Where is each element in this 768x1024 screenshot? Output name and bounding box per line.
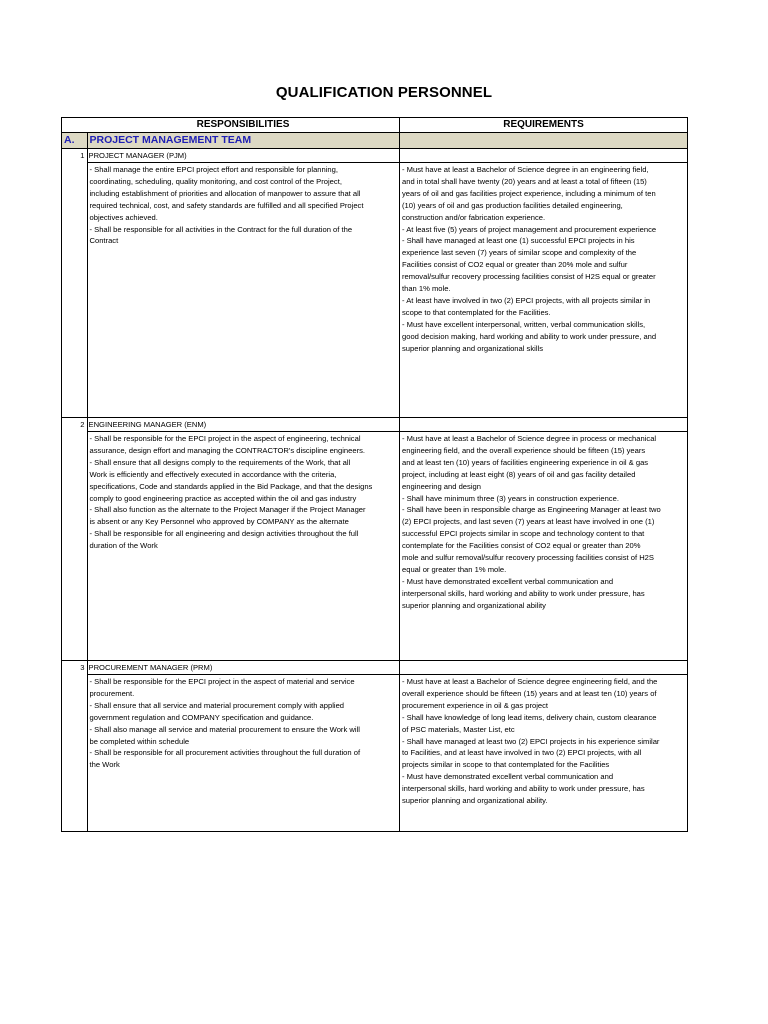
text-line: - Shall have been in responsible charge as Engineering Manager at least two [402, 505, 661, 515]
header-spacer [62, 118, 88, 133]
role-empty-cell [400, 149, 688, 163]
text-line: and in total shall have twenty (20) years and at least a total of fifteen (15) [402, 176, 647, 186]
text-line: including establishment of priorities and allocation of manpower to assure that all [89, 188, 361, 198]
text-line: - Must have demonstrated excellent verbal communication and [402, 772, 614, 782]
responsibilities-text [88, 432, 400, 552]
role-number: 3 [62, 661, 88, 675]
role-detail-row [62, 675, 688, 832]
text-line: - Shall have minimum three (3) years in construction experience. [402, 493, 619, 503]
text-line: successful EPCI projects similar in scope and technology content to that [402, 529, 645, 539]
text-line: scope to that contemplated for the Facilities. [402, 307, 551, 317]
text-line: to Facilities, and at least have involved in two (2) EPCI projects, with all [402, 748, 642, 758]
text-line: engineering and design [402, 481, 481, 491]
text-line: - At least have involved in two (2) EPCI projects, with all projects similar in [402, 295, 651, 305]
text-line: Contract [89, 236, 119, 246]
text-line: engineering field, and the overall experience should be fifteen (15) years [402, 445, 646, 455]
text-line: - Shall be responsible for all engineering and design activities throughout the full [89, 529, 359, 539]
text-line: mole and sulfur removal/sulfur recovery processing facilities consist of H2S [402, 553, 654, 563]
text-line: be completed within schedule [89, 736, 190, 746]
text-line: assurance, design effort and managing the CONTRACTOR's discipline engineers. [89, 445, 366, 455]
section-row [62, 133, 688, 149]
section-empty-cell [400, 133, 688, 149]
text-line: - Shall be responsible for the EPCI project in the aspect of engineering, technical [89, 434, 361, 443]
role-empty-cell [400, 661, 688, 675]
text-line: coordinating, scheduling, quality monitoring, and cost control of the Project, [89, 176, 342, 186]
text-line: than 1% mole. [402, 284, 451, 294]
text-line: - Shall have knowledge of long lead items, delivery chain, custom clearance [402, 712, 657, 722]
text-line: projects similar in scope to that contemplated for the Facilities [402, 760, 610, 770]
text-line: comply to good engineering practice as accepted within the oil and gas industry [89, 493, 357, 503]
text-line: (10) years of oil and gas production facilities detailed engineering, [402, 200, 623, 210]
role-title: PROJECT MANAGER (PJM) [87, 149, 400, 163]
requirements-text [400, 432, 687, 612]
text-line: - Shall manage the entire EPCI project effort and responsible for planning, [89, 165, 338, 174]
text-line: procurement. [89, 688, 135, 698]
text-line: - Shall have managed at least one (1) successful EPCI projects in his [402, 236, 635, 246]
role-row [62, 149, 688, 163]
role-empty-cell [400, 418, 688, 432]
text-line: - Shall also function as the alternate to the Project Manager if the Project Manager [89, 505, 366, 515]
text-line: superior planning and organizational ability [402, 600, 546, 610]
text-line: and at least ten (10) years of facilities engineering experience in oil & gas [402, 457, 649, 467]
text-line: contemplate for the Facilities consist of CO2 equal or greater than 20% [402, 541, 641, 551]
text-line: - Must have at least a Bachelor of Science degree in process or mechanical [402, 434, 657, 443]
text-line: good decision making, hard working and ability to work under pressure, and [402, 331, 657, 341]
text-line: the Work [89, 760, 120, 770]
section-letter: A. [62, 133, 88, 149]
role-row [62, 661, 688, 675]
responsibilities-text [88, 675, 400, 771]
role-number: 1 [62, 149, 88, 163]
text-line: Work is efficiently and effectively executed in accordance with the criteria, [89, 469, 337, 479]
responsibilities-text [88, 163, 400, 247]
text-line: of PSC materials, Master List, etc [402, 724, 515, 734]
header-responsibilities: RESPONSIBILITIES [87, 118, 400, 133]
text-line: government regulation and COMPANY specification and guidance. [89, 712, 314, 722]
text-line: removal/sulfur recovery processing facilities consist of H2S equal or greater [402, 272, 656, 282]
text-line: duration of the Work [89, 541, 158, 551]
text-line: is absent or any Key Personnel who approved by COMPANY as the alternate [89, 517, 349, 527]
text-line: - Shall be responsible for the EPCI project in the aspect of material and service [89, 677, 355, 686]
header-requirements: REQUIREMENTS [400, 118, 688, 133]
qualification-table [61, 117, 688, 832]
role-title: PROCUREMENT MANAGER (PRM) [87, 661, 400, 675]
text-line: - Shall have managed at least two (2) EPCI projects in his experience similar [402, 736, 660, 746]
text-line: project, including at least eight (8) years of oil and gas facility detailed [402, 469, 636, 479]
text-line: Facilities consist of CO2 equal or greater than 20% mole and sulfur [402, 260, 628, 270]
text-line: superior planning and organizational skills [402, 343, 543, 353]
text-line: objectives achieved. [89, 212, 158, 222]
text-line: - Must have demonstrated excellent verbal communication and [402, 576, 614, 586]
text-line: - Shall ensure that all service and material procurement comply with applied [89, 700, 345, 710]
role-title: ENGINEERING MANAGER (ENM) [87, 418, 400, 432]
requirements-text [400, 163, 687, 355]
text-line: - At least five (5) years of project management and procurement experience [402, 224, 657, 234]
text-line: interpersonal skills, hard working and ability to work under pressure, has [402, 784, 645, 794]
page-title: QUALIFICATION PERSONNEL [275, 84, 493, 101]
text-line: procurement experience in oil & gas project [402, 700, 549, 710]
text-line: required technical, cost, and safety standards are fulfilled and all specified Project [89, 200, 364, 210]
text-line: superior planning and organizational ability. [402, 796, 548, 806]
text-line: experience last seven (7) years of similar scope and complexity of the [402, 248, 637, 258]
requirements-text [400, 675, 687, 807]
section-name: PROJECT MANAGEMENT TEAM [87, 133, 400, 149]
text-line: - Must have at least a Bachelor of Science degree in an engineering field, [402, 165, 649, 174]
text-line: years of oil and gas facilities project experience, including a minimum of ten [402, 188, 656, 198]
text-line: overall experience should be fifteen (15) years and at least ten (10) years of [402, 688, 657, 698]
role-row [62, 418, 688, 432]
text-line: - Shall be responsible for all procurement activities throughout the full duration of [89, 748, 361, 758]
text-line: - Must have excellent interpersonal, written, verbal communication skills, [402, 319, 646, 329]
text-line: - Must have at least a Bachelor of Science degree engineering field, and the [402, 677, 658, 686]
text-line: interpersonal skills, hard working and ability to work under pressure, has [402, 588, 645, 598]
text-line: - Shall also manage all service and material procurement to ensure the Work will [89, 724, 360, 734]
table-header-row [62, 118, 688, 133]
text-line: equal or greater than 1% mole. [402, 564, 507, 574]
text-line: (2) EPCI projects, and last seven (7) years at least have involved in one (1) [402, 517, 655, 527]
text-line: specifications, Code and standards applied in the Bid Package, and that the designs [89, 481, 373, 491]
role-detail-row [62, 163, 688, 418]
text-line: construction and/or fabrication experience. [402, 212, 546, 222]
text-line: - Shall be responsible for all activities in the Contract for the full duration of the [89, 224, 353, 234]
role-number: 2 [62, 418, 88, 432]
role-detail-row [62, 432, 688, 661]
text-line: - Shall ensure that all designs comply to the requirements of the Work, that all [89, 457, 351, 467]
